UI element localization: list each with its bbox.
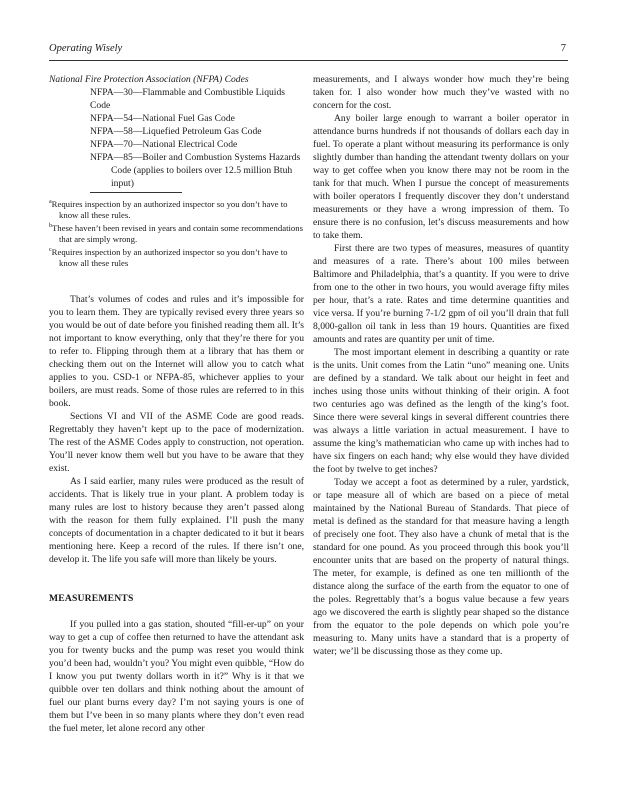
- code-item: NFPA—70—National Electrical Code: [90, 139, 238, 150]
- left-column: [49, 73, 304, 735]
- body-paragraph: That’s volumes of codes and rules and it’s impossible for you to learn them. They are typically revised every three years so you would be out of date before you finished reading them all. It’s not important to know everything, only that they’re there for you to refer to. Flipping through them at a library that has them or checking them out on the Internet will allow you to catch what applies to you. CSD-1 or NFPA-85, whichever applies to your boilers, are must reads. Some of those rules are referred to in this book.: [49, 293, 304, 409]
- section-heading: MEASUREMENTS: [49, 592, 134, 604]
- code-item: NFPA—30—Flammable and Combustible Liquids Code: [90, 87, 285, 111]
- footnote-rule: [90, 192, 182, 193]
- body-paragraph: Any boiler large enough to warrant a boiler operator in attendance burns hundreds if not thousands of dollars each day in fuel. To operate a plant without measuring its performance is only slightly dumber than handing the attendant twenty dollars on your way to get coffee when you know there may not be room in the tank for that much. When I pursue the concept of measurements with boiler operators I frequently discover they don’t understand measurements or they have a wrong impression of them. To ensure there is no confusion, let’s discuss measurements and how to take them.: [313, 113, 569, 241]
- body-paragraph: Sections VI and VII of the ASME Code are good reads. Regrettably they haven’t kept up to the pace of modernization. The rest of the ASME Codes apply to construction, not operation. You’ll never know them well but you have to be aware that they exist.: [49, 410, 304, 474]
- code-item: NFPA—58—Liquefied Petroleum Gas Code: [90, 126, 262, 137]
- code-item-text: NFPA—85—Boiler and Combustion Systems Hazards: [90, 152, 301, 163]
- footnote: [49, 245, 304, 269]
- running-header: [49, 43, 568, 59]
- footnote-text: Requires inspection by an authorized inspector so you don’t have to know all these rules.: [51, 198, 288, 220]
- body-paragraph: The most important element in describing a quantity or rate is the units. Unit comes from the Latin “uno” meaning one. Units are defined by a standard. We talk about our height in feet and inches using those units without thinking of their origin. A foot two centuries ago was defined as the length of the king’s foot. Since there were several kings in several different countries there was always a little variation in actual measurement. I have to assume the king’s mathematician who came up with inches had to have six fingers on each hand; why else would they have divided the foot by twelve to get inches?: [313, 347, 569, 475]
- right-column: [313, 73, 569, 658]
- codes-list: [49, 86, 304, 190]
- codes-list-title: National Fire Protection Association (NFPA) Codes: [49, 74, 249, 85]
- running-title: Operating Wisely: [49, 43, 123, 54]
- footnote-mark: a: [49, 199, 52, 205]
- body-paragraph: If you pulled into a gas station, shouted “fill-er-up” on your way to get a cup of coffee then returned to have the attendant ask you for twenty bucks and the pump was reset you would think you’d been had, wouldn’t you? You might even quibble, “How do I know you put twenty dollars worth in it?” Why is it that we quibble over ten dollars and think nothing about the amount of fuel our plant burns every day? I’m not saying yours is one of them but I’ve been in so many plants where they don’t even read the fuel meter, let alone record any other: [49, 618, 304, 734]
- footnote-mark: c: [49, 246, 52, 253]
- body-paragraph: As I said earlier, many rules were produced as the result of accidents. That is likely true in your plant. A problem today is many rules are lost to history because they aren’t passed along with the reason for them fully explained. I’ll push the many concepts of documentation in a chapter dedicated to it but it bears mentioning here. Keep a record of the rules. If there isn’t one, develop it. The life you safe will more than likely be yours.: [49, 475, 304, 565]
- body-paragraph: measurements, and I always wonder how much they’re being taken for. I also wonder how much they’ve wasted with no concern for the cost.: [313, 74, 569, 111]
- footnote: [49, 221, 304, 245]
- footnote-text: These haven’t been revised in years and contain some recommendations that are simply wrong.: [52, 222, 303, 244]
- footnote-text: Requires inspection by an authorized inspector so you don’t have to know all these rules: [51, 246, 288, 268]
- code-item: NFPA—54—National Fuel Gas Code: [90, 113, 235, 124]
- page-number: 7: [560, 43, 566, 54]
- footnote-mark: b: [49, 222, 52, 229]
- body-paragraph: Today we accept a foot as determined by a ruler, yardstick, or tape measure all of which are based on a piece of metal maintained by the National Bureau of Standards. That piece of metal is defined as the standard for that measure having a length of precisely one foot. They also have a chunk of metal that is the standard for one pound. As you proceed through this book you’ll encounter units that are based on the property of natural things. The meter, for example, is defined as one ten millionth of the distance along the surface of the earth from the equator to one of the poles. Regrettably that’s a bogus value because a few years ago we discovered the earth is slightly pear shaped so the distance from the equator to the pole depends on which pole you’re measuring to. Many units have a standard that is a property of water; we’ll be discussing those as they come up.: [313, 477, 569, 657]
- code-item-continuation: Code (applies to boilers over 12.5 million Btuh input): [111, 165, 293, 189]
- code-item: [49, 151, 304, 190]
- header-rule: [49, 60, 568, 61]
- footnote: [49, 197, 304, 221]
- body-paragraph: First there are two types of measures, measures of quantity and measures of a rate. There’s about 100 miles between Baltimore and Philadelphia, that’s a quantity. If you were to drive from one to the other in two hours, you would average fifty miles per hour, that’s a rate. Rates and time determine quantities and vice versa. If you’re burning 7-1/2 gpm of oil you’ll drain that full 8,000-gallon oil tank in less than 19 hours. Quantities are fixed amounts and rates are quantity per unit of time.: [313, 243, 569, 345]
